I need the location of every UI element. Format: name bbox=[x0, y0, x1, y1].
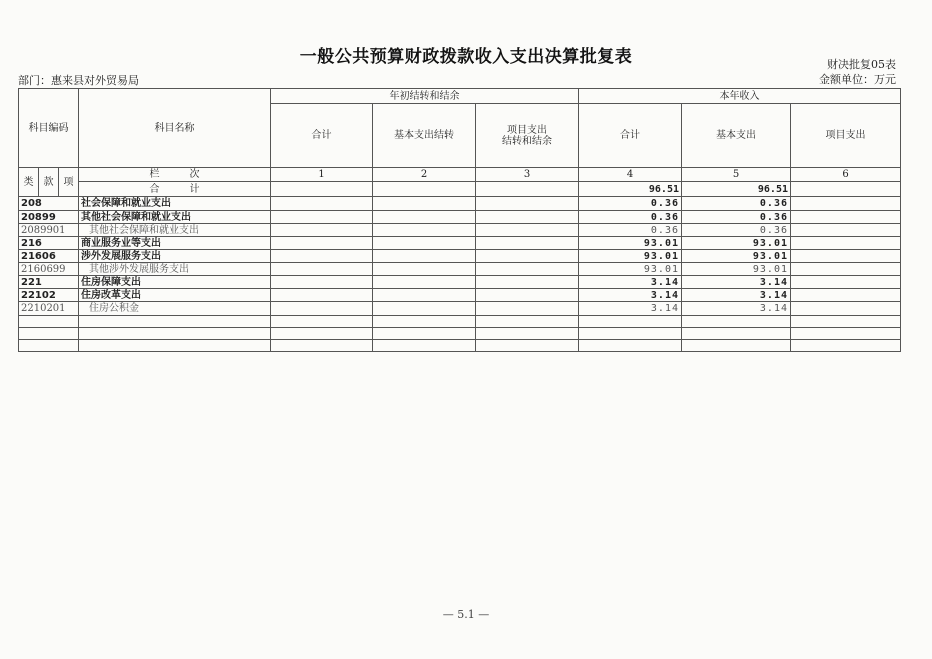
row-name: 其他社会保障和就业支出 bbox=[79, 211, 271, 224]
row-income-total: 3.14 bbox=[579, 302, 682, 316]
header-group-income: 本年收入 bbox=[579, 89, 901, 104]
total-cell bbox=[271, 182, 373, 197]
row-code: 20899 bbox=[19, 211, 79, 224]
department-label: 部门：惠来县对外贸易局 bbox=[18, 74, 139, 87]
row-income-basic: 3.14 bbox=[682, 302, 791, 316]
total-income-basic: 96.51 bbox=[682, 182, 791, 197]
row-name: 商业服务业等支出 bbox=[79, 237, 271, 250]
empty-row bbox=[19, 340, 901, 352]
row-income-basic: 0.36 bbox=[682, 211, 791, 224]
table-row bbox=[19, 224, 901, 237]
row-name: 住房保障支出 bbox=[79, 276, 271, 289]
row-name: 其他涉外发展服务支出 bbox=[79, 263, 271, 276]
row-income-basic: 93.01 bbox=[682, 250, 791, 263]
row-code: 216 bbox=[19, 237, 79, 250]
table-row bbox=[19, 197, 901, 211]
empty-row bbox=[19, 316, 901, 328]
header-code: 科目编码 bbox=[19, 89, 79, 168]
row-income-basic: 0.36 bbox=[682, 224, 791, 237]
header-kuan: 款 bbox=[39, 168, 59, 197]
row-code: 2089901 bbox=[19, 224, 79, 237]
row-income-total: 93.01 bbox=[579, 263, 682, 276]
total-cell bbox=[476, 182, 579, 197]
col-index-5: 5 bbox=[682, 168, 791, 182]
header-income-total: 合计 bbox=[579, 104, 682, 168]
table-row bbox=[19, 263, 901, 276]
table-row bbox=[19, 211, 901, 224]
unit-label: 金额单位：万元 bbox=[819, 73, 896, 86]
total-income-total: 96.51 bbox=[579, 182, 682, 197]
total-cell bbox=[373, 182, 476, 197]
row-income-total: 93.01 bbox=[579, 250, 682, 263]
row-code: 2210201 bbox=[19, 302, 79, 316]
page-title: 一般公共预算财政拨款收入支出决算批复表 bbox=[299, 47, 633, 67]
row-income-basic: 0.36 bbox=[682, 197, 791, 211]
row-name: 涉外发展服务支出 bbox=[79, 250, 271, 263]
row-code: 221 bbox=[19, 276, 79, 289]
header-group-carry: 年初结转和结余 bbox=[271, 89, 579, 104]
col-index-1: 1 bbox=[271, 168, 373, 182]
header-xiang: 项 bbox=[59, 168, 79, 197]
total-label: 合 计 bbox=[79, 182, 271, 197]
row-income-basic: 3.14 bbox=[682, 276, 791, 289]
header-income-project: 项目支出 bbox=[791, 104, 901, 168]
col-index-4: 4 bbox=[579, 168, 682, 182]
empty-row bbox=[19, 328, 901, 340]
table-row bbox=[19, 302, 901, 316]
table-row bbox=[19, 250, 901, 263]
row-code: 2160699 bbox=[19, 263, 79, 276]
row-name: 社会保障和就业支出 bbox=[79, 197, 271, 211]
col-index-3: 3 bbox=[476, 168, 579, 182]
row-income-total: 0.36 bbox=[579, 197, 682, 211]
row-income-total: 93.01 bbox=[579, 237, 682, 250]
row-income-total: 0.36 bbox=[579, 211, 682, 224]
col-index-2: 2 bbox=[373, 168, 476, 182]
total-cell bbox=[791, 182, 901, 197]
header-project-carry-line1: 项目支出 bbox=[507, 124, 547, 136]
row-income-basic: 93.01 bbox=[682, 237, 791, 250]
row-name: 其他社会保障和就业支出 bbox=[79, 224, 271, 237]
table-row bbox=[19, 237, 901, 250]
row-code: 208 bbox=[19, 197, 79, 211]
budget-table bbox=[18, 88, 901, 352]
table-row bbox=[19, 289, 901, 302]
row-income-total: 3.14 bbox=[579, 289, 682, 302]
row-name: 住房公积金 bbox=[79, 302, 271, 316]
table-row bbox=[19, 276, 901, 289]
row-code: 22102 bbox=[19, 289, 79, 302]
row-income-basic: 93.01 bbox=[682, 263, 791, 276]
row-income-total: 0.36 bbox=[579, 224, 682, 237]
header-project-carry bbox=[476, 104, 579, 168]
header-name: 科目名称 bbox=[79, 89, 271, 168]
row-code: 21606 bbox=[19, 250, 79, 263]
header-lanci: 栏 次 bbox=[79, 168, 271, 182]
header-basic-carry: 基本支出结转 bbox=[373, 104, 476, 168]
header-income-basic: 基本支出 bbox=[682, 104, 791, 168]
header-project-carry-line2: 结转和结余 bbox=[502, 135, 552, 147]
col-index-6: 6 bbox=[791, 168, 901, 182]
page-number: — 5.1 — bbox=[442, 608, 490, 621]
row-income-total: 3.14 bbox=[579, 276, 682, 289]
header-carry-total: 合计 bbox=[271, 104, 373, 168]
header-lei: 类 bbox=[19, 168, 39, 197]
row-income-basic: 3.14 bbox=[682, 289, 791, 302]
form-number: 财决批复05表 bbox=[827, 58, 896, 71]
row-name: 住房改革支出 bbox=[79, 289, 271, 302]
